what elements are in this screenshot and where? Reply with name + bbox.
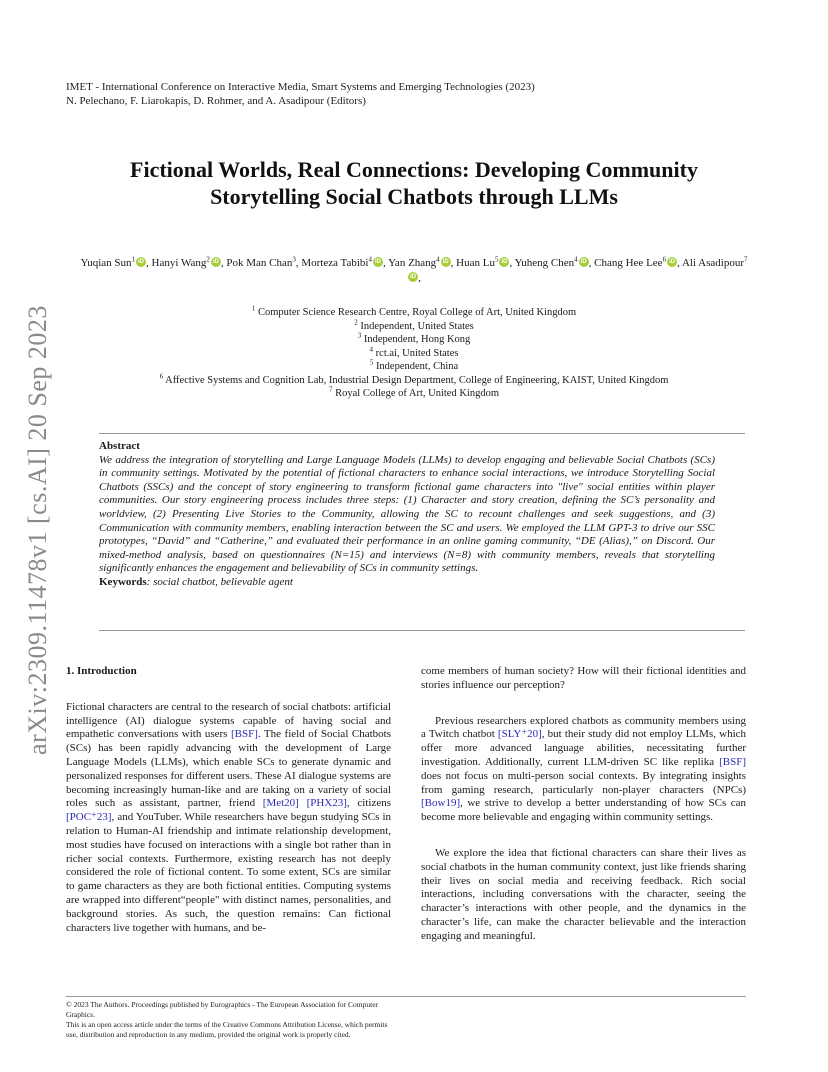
author-name: Ali Asadipour — [681, 257, 744, 269]
intro-paragraph-3: We explore the idea that fictional characters can share their lives as social chatbots in the human community context, just like friends sharing their lives on social media and receiving feedback. Rich social interactions, including conversations with the character, seeing the character’s interactions with other people, and the dynamics in the character’s life, can make the character believable and the interaction engaging and meaningful. — [421, 846, 746, 942]
left-column — [66, 665, 391, 935]
paragraph-text: , citizens — [346, 797, 391, 810]
license-line: This is an open access article under the terms of the Creative Commons Attribution License, which permits use, distribution and reproduction in any medium, provided the original work is properly cited. — [66, 1020, 388, 1039]
copyright-footnote — [66, 1000, 391, 1040]
author-affiliation-number: 1 — [131, 255, 136, 264]
affiliation-line — [66, 374, 762, 388]
paragraph-text: does not focus on multi-person social contexts. By integrating insights from gaming research, particularly non-player characters (NPCs) — [421, 769, 746, 796]
affiliation-list — [66, 306, 762, 401]
orcid-icon[interactable] — [211, 257, 221, 267]
keywords-values: : social chatbot, believable agent — [146, 575, 293, 588]
affiliation-line — [66, 347, 762, 361]
affiliation-line — [66, 387, 762, 401]
affiliation-number: 3 — [357, 331, 362, 340]
paragraph-text: , we strive to develop a better understanding of how SCs can become more believable and engaging within community settings. — [421, 797, 746, 824]
affiliation-number: 2 — [354, 318, 358, 326]
paper-title-line-2: Storytelling Social Chatbots through LLMs — [210, 184, 618, 209]
affiliation-text: Affective Systems and Cognition Lab, Industrial Design Department, College of Engineering, KAIST, United Kingdom — [163, 374, 669, 386]
abstract-bottom-divider — [99, 630, 745, 631]
affiliation-text: Computer Science Research Centre, Royal College of Art, United Kingdom — [255, 307, 577, 318]
conference-header — [66, 80, 535, 108]
affiliation-line — [66, 333, 762, 347]
orcid-icon[interactable] — [373, 257, 383, 267]
affiliation-text: Independent, Hong Kong — [361, 334, 471, 345]
affiliation-number: 1 — [251, 304, 256, 313]
orcid-icon[interactable] — [579, 257, 589, 267]
affiliation-text: Independent, China — [373, 361, 459, 372]
author-list: Yuqian Sun$^1$iD , Hanyi Wang$^2$iD , Pok Man Chan$^3$, Morteza Tabibi$^4$iD , Yan Zhang$^4$iD , Huan Lu$^5$iD , Yuheng Chen$^4$iD , Chang Hee Lee$^6$iD , Ali Asadipour$^7$iD, — [80, 256, 748, 286]
paper-title-line-1: Fictional Worlds, Real Connections: Developing Community — [130, 157, 698, 182]
affiliation-number: 7 — [328, 385, 333, 394]
abstract-body: We address the integration of storytelling and Large Language Models (LLMs) to develop engaging and believable Social Chatbots (SCs) in community settings. Motivated by the potential of fictional characters to enhance social interactions, we introduce Storytelling Social Chatbots (SSCs) and the concept of story engineering to transform fictional game characters into "live" social entities within player communities. Our story engineering process includes three steps: (1) Character and story creation, defining the SC’s personality and worldview, (2) Presenting Live Stories to the Community, allowing the SC to recount challenges and seek suggestions, and (3) Communication with community members, enabling interaction between the SC and users. We employed the LLM GPT-3 to drive our SSC prototypes, “David” and “Catherine,” and evaluated their performance in an online gaming community, “DE (Alias),” on Discord. Our mixed-method analysis, based on questionnaires (N=15) and interviews (N=8) with community members, reveals that storytelling significantly enhances the engagement and believability of SCs in community settings. — [99, 453, 715, 575]
paper-title — [66, 156, 762, 210]
author-name: Pok Man Chan — [226, 257, 293, 269]
author-affiliation-number: 3 — [292, 255, 296, 264]
abstract-block — [99, 440, 715, 590]
section-heading: 1. Introduction — [66, 665, 137, 677]
paragraph-text: , and YouTuber. While researchers have begun studying SCs in relation to Human-AI friendship and intimate relationship development, most studies have focused on interactions with a single bot rather than in richer social contexts. Furthermore, existing research has not deeply considered the role of fictional content. To some extent, SCs are similar to game characters as they are both fictional entities. Computing systems are wrapped into different“people" with distinct names, personalities, and background stories. As such, the question remains: Can fictional characters live together with humans, and be- — [66, 811, 391, 934]
citation-link[interactable]: [BSF] — [719, 755, 746, 768]
intro-paragraph-2 — [421, 715, 746, 825]
author-affiliation-number: 4 — [368, 255, 372, 264]
affiliation-text: Royal College of Art, United Kingdom — [332, 388, 500, 399]
affiliation-line — [66, 306, 762, 320]
conference-editors: N. Pelechano, F. Liarokapis, D. Rohmer, and A. Asadipour (Editors) — [66, 95, 366, 107]
author-name: Yan Zhang — [388, 257, 437, 269]
citation-link[interactable]: [PHX23] — [306, 797, 347, 810]
author-name: Hanyi Wang — [151, 257, 207, 269]
paragraph-text: . The field of Social Chatbots (SCs) has been rapidly advancing with the development of Large Language Models (LLMs), which enable SCs to generate dynamic and personalized responses for different users. These AI dialogue systems are becoming increasingly human-like and are taking on a variety of social roles such as assistant, partner, friend — [66, 728, 391, 810]
affiliation-text: rct.ai, United States — [373, 347, 459, 359]
author-affiliation-number: 4 — [436, 255, 440, 264]
copyright-line: © 2023 The Authors. Proceedings published by Eurographics - The European Association for Computer Graphics. — [66, 1000, 379, 1019]
affiliation-text: Independent, United States — [357, 320, 474, 332]
author-name: Chang Hee Lee — [594, 257, 663, 269]
arxiv-identifier-text: arXiv:2309.11478v1 [cs.AI] 20 Sep 2023 — [23, 305, 52, 755]
paragraph-text: Previous researchers explored chatbots as community members using a Twitch chatbot — [421, 714, 746, 741]
paragraph-text — [299, 797, 307, 809]
author-name: Morteza Tabibi — [301, 257, 369, 269]
author-affiliation-number: 5 — [494, 255, 499, 264]
citation-link[interactable]: [Met20] — [262, 797, 299, 810]
intro-paragraph-1 — [66, 701, 391, 936]
author-affiliation-number: 7 — [744, 255, 748, 264]
arxiv-identifier-stamp — [18, 300, 58, 760]
footnote-divider — [66, 996, 746, 997]
affiliation-line — [66, 360, 762, 374]
conference-name: IMET - International Conference on Interactive Media, Smart Systems and Emerging Technologies (2023) — [66, 81, 535, 93]
abstract-top-divider — [99, 433, 745, 434]
abstract-heading: Abstract — [99, 440, 140, 452]
orcid-icon[interactable] — [499, 257, 509, 267]
orcid-icon[interactable] — [136, 257, 146, 267]
author-name: Yuqian Sun — [80, 257, 132, 269]
author-name: Yuheng Chen — [514, 257, 575, 269]
paragraph-text: , but their study did not employ LLMs, which offer more advanced language abilities, necessitating further investigation. Additionally, current LLM-driven SC like replika — [421, 728, 747, 768]
citation-link[interactable]: [POC⁺23] — [66, 811, 112, 824]
paragraph-text: come members of human society? How will their fictional identities and stories influence our perception? — [421, 665, 746, 691]
affiliation-number: 4 — [369, 345, 374, 353]
author-affiliation-number: 2 — [206, 255, 210, 264]
citation-link[interactable]: [BSF] — [230, 728, 258, 741]
affiliation-line — [66, 320, 762, 334]
author-affiliation-number: 6 — [662, 255, 667, 264]
author-affiliation-number: 4 — [574, 255, 578, 264]
orcid-icon[interactable] — [667, 257, 677, 267]
affiliation-number: 5 — [369, 358, 374, 367]
orcid-icon[interactable] — [408, 272, 418, 282]
orcid-icon[interactable] — [441, 257, 451, 267]
paragraph-text: Fictional characters are central to the research of social chatbots: artificial intelligence (AI) dialogue systems capable of having social and empathetic conversations with users — [66, 700, 391, 741]
keywords-line — [99, 576, 715, 590]
intro-paragraph-1-continued — [421, 665, 746, 693]
keywords-label: Keywords — [99, 575, 147, 588]
right-column — [421, 665, 746, 944]
author-name: Huan Lu — [456, 257, 495, 269]
citation-link[interactable]: [Bow19] — [421, 797, 461, 810]
citation-link[interactable]: [SLY⁺20] — [497, 728, 542, 741]
affiliation-number: 6 — [159, 372, 164, 380]
